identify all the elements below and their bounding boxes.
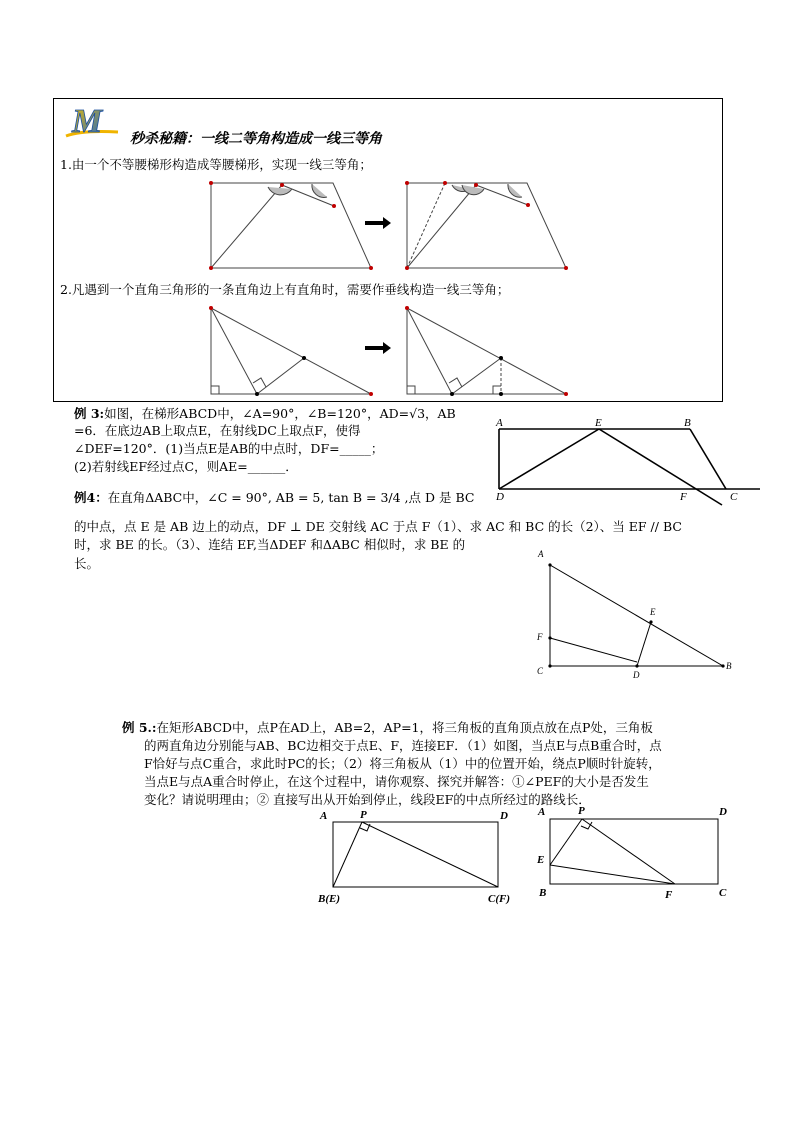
- svg-text:P: P: [360, 809, 367, 821]
- svg-text:F: F: [537, 632, 543, 642]
- svg-text:B(E): B(E): [318, 893, 340, 905]
- svg-text:E: E: [650, 607, 656, 617]
- example-3-figure: [490, 412, 765, 507]
- example-3-line-4: (2)若射线EF经过点C，则AE=______．: [74, 459, 298, 474]
- svg-text:D: D: [496, 491, 504, 503]
- m-logo-icon: [62, 102, 122, 140]
- example-5-line-1: 例 5.:在矩形ABCD中，点P在AD上，AB=2，AP=1，将三角板的直角顶点放在点P处，三角板: [122, 720, 653, 735]
- svg-text:F: F: [665, 889, 673, 901]
- svg-text:C: C: [719, 887, 727, 899]
- right-triangle-figures: [200, 300, 580, 400]
- svg-text:A: A: [496, 417, 503, 429]
- svg-text:B: B: [539, 887, 547, 899]
- example-4-line-4: 长。: [74, 556, 100, 571]
- svg-text:F: F: [680, 491, 687, 503]
- svg-text:B: B: [726, 661, 732, 671]
- example-4-line-3: 时，求 BE 的长。（3）、连结 EF,当ΔDEF 和ΔABC 相似时，求 BE 的: [74, 537, 466, 552]
- svg-text:M: M: [72, 103, 103, 140]
- trapezoid-figures: [200, 175, 580, 275]
- example-5-line-5: 变化？请说明理由；② 直接写出从开始到停止，线段EF的中点所经过的路线长．: [144, 792, 591, 807]
- svg-text:A: A: [538, 549, 544, 559]
- svg-text:P: P: [578, 805, 585, 817]
- box-item-1: 1.由一个不等腰梯形构造成等腰梯形，实现一线三等角；: [60, 157, 372, 172]
- box-title: 秒杀秘籍：一线二等角构造成一线三等角: [130, 131, 382, 147]
- svg-text:A: A: [538, 806, 546, 818]
- svg-text:C: C: [537, 666, 544, 676]
- svg-text:E: E: [537, 854, 545, 866]
- svg-text:C: C: [730, 491, 738, 503]
- example-5-line-4: 当点E与点A重合时停止，在这个过程中，请你观察、探究并解答：①∠PEF的大小是否发生: [144, 774, 649, 789]
- example-3-line-1: 例 3:如图，在梯形ABCD中，∠A=90°，∠B=120°，AD=√3，AB: [74, 406, 456, 421]
- svg-text:C(F): C(F): [488, 893, 510, 905]
- example-5-figure-2: [535, 800, 735, 905]
- example-4-figure: [530, 545, 740, 685]
- example-4-line-2: 的中点，点 E 是 AB 边上的动点，DF ⊥ DE 交射线 AC 于点 F（1）、求 AC 和 BC 的长（2）、当 EF // BC: [74, 519, 682, 534]
- svg-text:D: D: [719, 806, 727, 818]
- example-4-line-1: 例4：在直角ΔABC中，∠C = 90°, AB = 5, tan B = 3/4 ,点 D 是 BC: [74, 490, 475, 505]
- example-3-line-2: =6．在底边AB上取点E，在射线DC上取点F，使得: [74, 423, 361, 438]
- svg-text:E: E: [595, 417, 602, 429]
- example-5-line-2: 的两直角边分别能与AB、BC边相交于点E、F，连接EF．（1）如图，当点E与点B重合时，点: [144, 738, 662, 753]
- arrow-right-icon: [365, 342, 391, 354]
- svg-text:A: A: [320, 810, 328, 822]
- svg-text:B: B: [684, 417, 691, 429]
- arrow-right-icon: [365, 217, 391, 229]
- box-item-2: 2.凡遇到一个直角三角形的一条直角边上有直角时，需要作垂线构造一线三等角；: [60, 282, 510, 297]
- example-3-line-3: ∠DEF=120°．(1)当点E是AB的中点时，DF=_____；: [74, 441, 384, 456]
- example-5-line-3: F恰好与点C重合，求此时PC的长；（2）将三角板从（1）中的位置开始，绕点P顺时针旋转，: [144, 756, 661, 771]
- svg-text:D: D: [633, 670, 640, 680]
- svg-text:D: D: [500, 810, 508, 822]
- example-5-figure-1: [310, 805, 530, 908]
